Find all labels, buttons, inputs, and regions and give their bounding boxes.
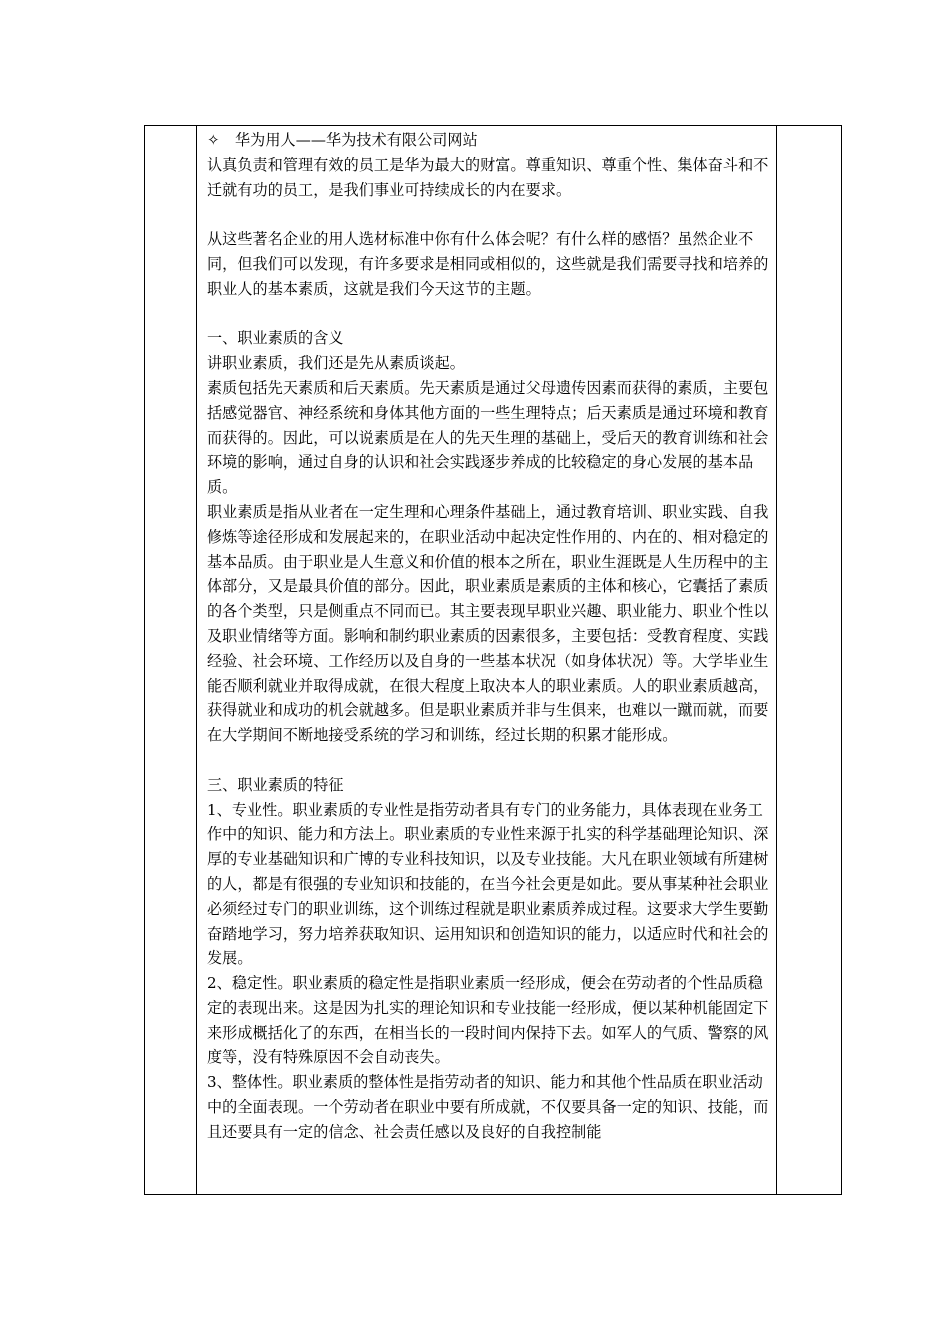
section3-item-3: 3、整体性。职业素质的整体性是指劳动者的知识、能力和其他个性品质在职业活动中的全面表现。一个劳动者在职业中要有所成就，不仅要具备一定的知识、技能，而且还要具有一定的信念、社会责任感以及良好的自我控制能 [207,1073,769,1141]
huawei-text: 认真负责和管理有效的员工是华为最大的财富。尊重知识、尊重个性、集体奋斗和不迁就有功的员工，是我们事业可持续成长的内在要求。 [207,155,769,199]
huawei-title: 华为用人——华为技术有限公司网站 [235,131,478,149]
blank-line [207,202,777,227]
document-table [144,125,842,1195]
section3-item-2: 2、稳定性。职业素质的稳定性是指职业素质一经形成，便会在劳动者的个性品质稳定的表现出来。这是因为扎实的理论知识和专业技能一经形成，便以某种机能固定下来形成概括化了的东西，在相当长的一段时间内保持下去。如军人的气质、警察的风度等，没有特殊原因不会自动丧失。 [207,974,769,1067]
left-column [145,126,197,1194]
right-column [776,126,841,1194]
huawei-heading [207,128,777,153]
diamond-bullet-icon: ✧ [207,131,220,149]
section3-heading: 三、职业素质的特征 [207,775,344,794]
section1-paragraph-2: 职业素质是指从业者在一定生理和心理条件基础上，通过教育培训、职业实践、自我修炼等途径形成和发展起来的，在职业活动中起决定性作用的、内在的、相对稳定的基本品质。由于职业是人生意义和价值的根本之所在，职业生涯既是人生历程中的主体部分，又是最具价值的部分。因此，职业素质是素质的主体和核心，它囊括了素质的各个类型，只是侧重点不同而已。其主要表现早职业兴趣、职业能力、职业个性以及职业情绪等方面。影响和制约职业素质的因素很多，主要包括：受教育程度、实践经验、社会环境、工作经历以及自身的一些基本状况（如身体状况）等。大学毕业生能否顺利就业并取得成就，在很大程度上取决本人的职业素质。人的职业素质越高，获得就业和成功的机会就越多。但是职业素质并非与生俱来，也难以一蹴而就，而要在大学期间不断地接受系统的学习和训练，经过长期的积累才能形成。 [207,502,769,745]
blank-line [207,302,777,327]
section1-paragraph-1: 素质包括先天素质和后天素质。先天素质是通过父母遗传因素而获得的素质，主要包括感觉器官、神经系统和身体其他方面的一些生理特点；后天素质是通过环境和教育而获得的。因此，可以说素质是在人的先天生理的基础上，受后天的教育训练和社会环境的影响，通过自身的认识和社会实践逐步养成的比较稳定的身心发展的基本品质。 [207,378,769,497]
section1-heading: 一、职业素质的含义 [207,329,344,348]
section3-item-1: 1、专业性。职业素质的专业性是指劳动者具有专门的业务能力，具体表现在业务工作中的知识、能力和方法上。职业素质的专业性来源于扎实的科学基础理论知识、深厚的专业基础知识和广博的专业科技知识，以及专业技能。大凡在职业领域有所建树的人，都是有很强的专业知识和技能的，在当今社会更是如此。要从事某种社会职业必须经过专门的职业训练，这个训练过程就是职业素质养成过程。这要求大学生要勤奋踏地学习，努力培养获取知识、运用知识和创造知识的能力，以适应时代和社会的发展。 [207,800,769,968]
section1-intro: 讲职业素质，我们还是先从素质谈起。 [207,354,465,373]
content-cell [207,128,777,1145]
blank-line [207,748,777,773]
reflection-paragraph: 从这些著名企业的用人选材标准中你有什么体会呢？有什么样的感悟？虽然企业不同，但我们可以发现，有许多要求是相同或相似的，这些就是我们需要寻找和培养的职业人的基本素质，这就是我们今天这节的主题。 [207,230,769,298]
